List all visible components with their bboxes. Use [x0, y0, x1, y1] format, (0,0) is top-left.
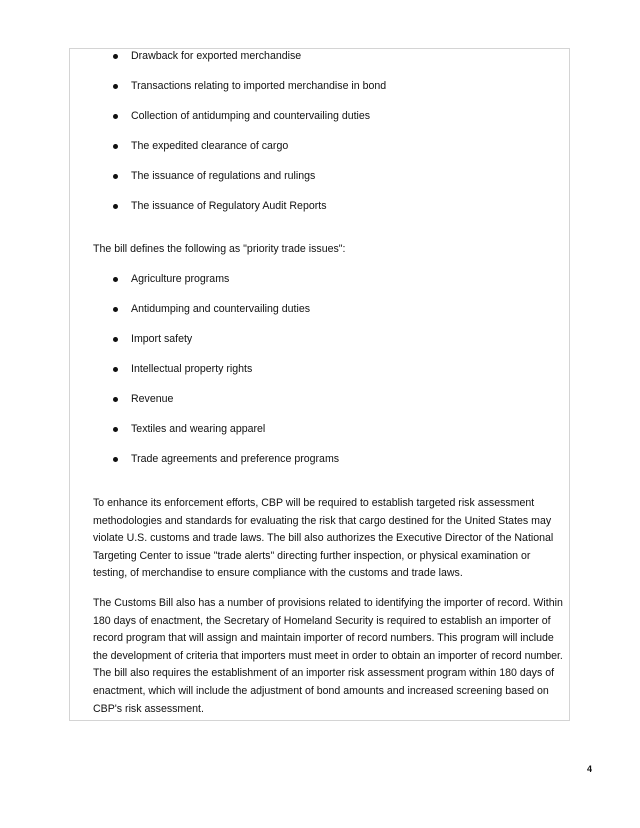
bullet-icon — [113, 114, 118, 119]
list-item-text: Agriculture programs — [131, 273, 230, 285]
responsibility-list — [93, 48, 563, 228]
bullet-icon — [113, 84, 118, 89]
list-item — [93, 391, 563, 421]
bullet-icon — [113, 144, 118, 149]
bullet-icon — [113, 277, 118, 282]
list-item — [93, 271, 563, 301]
list-item-text: Collection of antidumping and countervailing duties — [131, 110, 371, 122]
list-item — [93, 48, 563, 78]
list-item-text: Trade agreements and preference programs — [131, 453, 340, 465]
list-item — [93, 451, 563, 481]
list-item-text: Drawback for exported merchandise — [131, 50, 302, 62]
list-item-text: Revenue — [131, 393, 174, 405]
bullet-icon — [113, 367, 118, 372]
bullet-icon — [113, 174, 118, 179]
bullet-icon — [113, 54, 118, 59]
list-item — [93, 138, 563, 168]
list-item-text: Antidumping and countervailing duties — [131, 303, 311, 315]
list-item — [93, 108, 563, 138]
bullet-icon — [113, 457, 118, 462]
bullet-icon — [113, 204, 118, 209]
list-item — [93, 168, 563, 198]
list-item-text: The issuance of regulations and rulings — [131, 170, 316, 182]
list-item — [93, 78, 563, 108]
list-item-text: The issuance of Regulatory Audit Reports — [131, 200, 327, 212]
list-item-text: Import safety — [131, 333, 193, 345]
bullet-icon — [113, 307, 118, 312]
page-number: 4 — [587, 764, 593, 774]
list-item-text: The expedited clearance of cargo — [131, 140, 289, 152]
list-item-text: Transactions relating to imported merchandise in bond — [131, 80, 387, 92]
priority-issues-intro: The bill defines the following as "priority trade issues": — [93, 243, 346, 255]
bullet-icon — [113, 427, 118, 432]
list-item-text: Textiles and wearing apparel — [131, 423, 266, 435]
document-body — [93, 48, 563, 718]
list-item — [93, 198, 563, 228]
list-item — [93, 331, 563, 361]
list-item-text: Intellectual property rights — [131, 363, 253, 375]
priority-trade-issues-list — [93, 271, 563, 481]
list-item — [93, 361, 563, 391]
list-item — [93, 301, 563, 331]
enforcement-paragraph: To enhance its enforcement efforts, CBP will be required to establish targeted risk assessment methodologies and standards for evaluating the risk that cargo destined for the United States may violate U.S. customs and trade laws. The bill also authorizes the Executive Director of the National Targeting Center to issue "trade alerts" directing further inspection, or physical examination or testing, of merchandise to ensure compliance with the customs and trade laws. — [93, 497, 554, 580]
importer-of-record-paragraph: The Customs Bill also has a number of provisions related to identifying the importer of record. Within 180 days of enactment, the Secretary of Homeland Security is required to establish an importer of record program that will assign and maintain importer of record numbers. This program will include the development of criteria that importers must meet in order to obtain an importer of record number. The bill also requires the establishment of an importer risk assessment program within 180 days of enactment, which will include the adjustment of bond amounts and increased screening based on CBP's risk assessment. — [93, 596, 563, 715]
bullet-icon — [113, 397, 118, 402]
bullet-icon — [113, 337, 118, 342]
list-item — [93, 421, 563, 451]
